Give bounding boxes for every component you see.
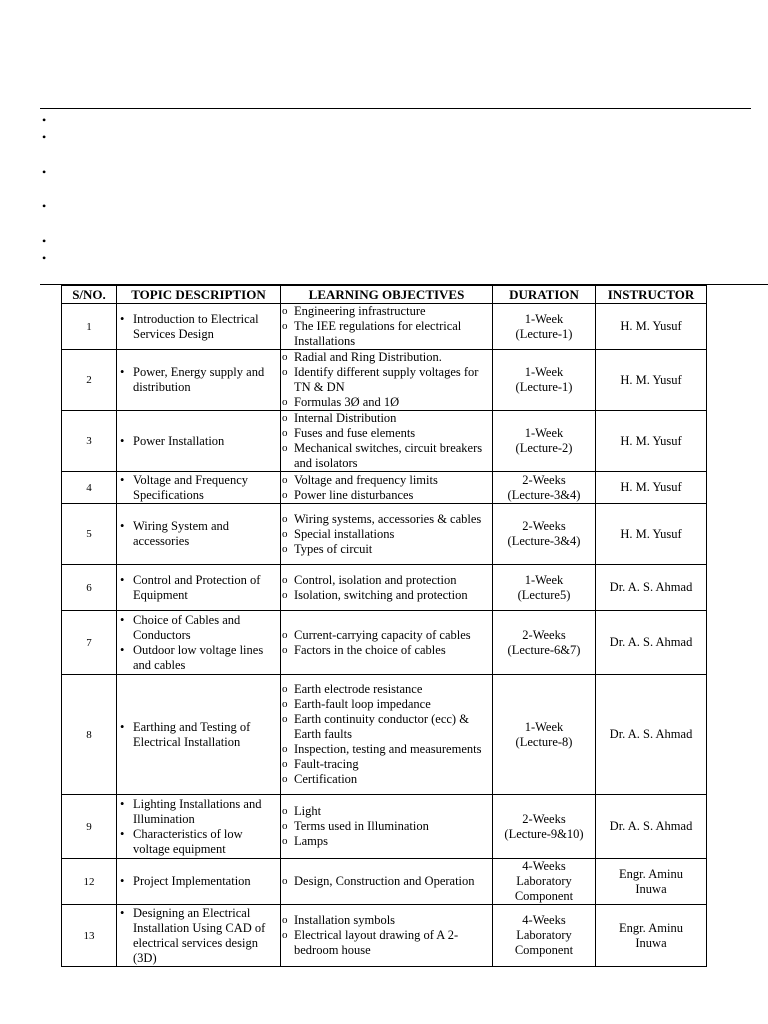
- topic-cell: [117, 795, 281, 859]
- topic-item: • Power Installation: [117, 434, 280, 449]
- duration-cell: [493, 859, 596, 905]
- duration-line: 4-Weeks: [522, 859, 566, 873]
- instructor-name: H. M. Yusuf: [620, 372, 682, 387]
- objectives-cell: [281, 304, 493, 350]
- duration-line: 1-Week: [524, 426, 564, 440]
- empty-bullet: •: [42, 251, 47, 265]
- table-header-row: [62, 286, 707, 304]
- instructor-name: Engr. Aminu: [619, 866, 683, 881]
- topic-item: • Characteristics of low voltage equipment: [117, 827, 280, 857]
- instructor-cell: [596, 565, 707, 611]
- topic-cell: [117, 611, 281, 675]
- table-row: [62, 611, 707, 675]
- objective-item: o Installation symbols: [281, 913, 492, 928]
- duration-line: 2-Weeks: [522, 811, 566, 826]
- topic-item: • Designing an Electrical Installation Using CAD of electrical services design (3D): [117, 906, 280, 966]
- objective-item: o Design, Construction and Operation: [281, 874, 492, 889]
- objective-item: o Internal Distribution: [281, 411, 492, 426]
- topic-cell: [117, 504, 281, 565]
- objective-item: o Wiring systems, accessories & cables: [281, 512, 492, 527]
- empty-bullet: •: [42, 113, 47, 127]
- objective-item: o Factors in the choice of cables: [281, 643, 492, 658]
- header-duration: DURATION: [493, 286, 596, 304]
- duration-cell: [493, 304, 596, 350]
- objective-item: o Terms used in Illumination: [281, 819, 492, 834]
- duration-line: (Lecture-6&7): [507, 642, 581, 657]
- instructor-name: Inuwa: [635, 935, 667, 950]
- row-number: 6: [62, 565, 117, 611]
- topic-cell: [117, 905, 281, 967]
- topic-cell: [117, 350, 281, 411]
- table-row: [62, 795, 707, 859]
- duration-line: (Lecture5): [517, 587, 571, 602]
- row-number: 5: [62, 504, 117, 565]
- instructor-cell: [596, 504, 707, 565]
- topic-item: • Control and Protection of Equipment: [117, 573, 280, 603]
- objectives-cell: [281, 411, 493, 472]
- objective-item: o Fuses and fuse elements: [281, 426, 492, 441]
- objective-item: o Mechanical switches, circuit breakers and isolators: [281, 441, 492, 471]
- duration-line: 1-Week: [524, 365, 564, 379]
- course-schedule-table: [61, 285, 707, 967]
- instructor-name: H. M. Yusuf: [620, 433, 682, 448]
- table-row: [62, 411, 707, 472]
- topic-cell: [117, 859, 281, 905]
- objectives-cell: [281, 504, 493, 565]
- duration-cell: [493, 905, 596, 967]
- objectives-cell: [281, 905, 493, 967]
- duration-line: 2-Weeks: [522, 627, 566, 642]
- header-sn: S/NO.: [62, 286, 117, 304]
- duration-cell: [493, 504, 596, 565]
- duration-cell: [493, 675, 596, 795]
- row-number: 4: [62, 472, 117, 504]
- instructor-name: H. M. Yusuf: [620, 526, 682, 541]
- table-row: [62, 472, 707, 504]
- instructor-cell: [596, 675, 707, 795]
- objectives-cell: [281, 472, 493, 504]
- duration-line: (Lecture-3&4): [507, 534, 581, 548]
- empty-bullet: •: [42, 199, 47, 213]
- duration-line: 2-Weeks: [522, 519, 566, 533]
- table-row: [62, 675, 707, 795]
- objective-item: o Types of circuit: [281, 542, 492, 557]
- topic-item: • Choice of Cables and Conductors: [117, 613, 280, 643]
- objective-item: o Radial and Ring Distribution.: [281, 350, 492, 365]
- duration-line: (Lecture-2): [515, 441, 573, 455]
- objective-item: o Formulas 3Ø and 1Ø: [281, 395, 492, 410]
- objective-item: o Fault-tracing: [281, 757, 492, 772]
- objectives-cell: [281, 675, 493, 795]
- topic-item: • Voltage and Frequency Specifications: [117, 473, 280, 503]
- row-number: 3: [62, 411, 117, 472]
- objective-item: o Light: [281, 804, 492, 819]
- duration-cell: [493, 795, 596, 859]
- objective-item: o The IEE regulations for electrical Installations: [281, 319, 492, 349]
- row-number: 1: [62, 304, 117, 350]
- topic-cell: [117, 565, 281, 611]
- duration-cell: [493, 411, 596, 472]
- objective-item: o Current-carrying capacity of cables: [281, 628, 492, 643]
- topic-item: • Wiring System and accessories: [117, 519, 280, 549]
- topic-item: • Lighting Installations and Illumination: [117, 797, 280, 827]
- empty-bullet: •: [42, 234, 47, 248]
- header-learning-objectives: LEARNING OBJECTIVES: [281, 286, 493, 304]
- objective-item: o Special installations: [281, 527, 492, 542]
- duration-line: (Lecture-8): [515, 734, 573, 749]
- row-number: 13: [62, 905, 117, 967]
- table-row: [62, 905, 707, 967]
- instructor-name: Dr. A. S. Ahmad: [609, 635, 693, 649]
- instructor-cell: [596, 905, 707, 967]
- duration-line: (Lecture-1): [515, 326, 573, 341]
- instructor-cell: [596, 472, 707, 504]
- objectives-cell: [281, 859, 493, 905]
- top-rule: [40, 108, 751, 109]
- duration-line: (Lecture-9&10): [504, 826, 584, 841]
- objective-item: o Identify different supply voltages for TN & DN: [281, 365, 492, 395]
- objective-item: o Inspection, testing and measurements: [281, 742, 492, 757]
- topic-item: • Project Implementation: [117, 874, 280, 889]
- table-row: [62, 304, 707, 350]
- objective-item: o Certification: [281, 772, 492, 787]
- objective-item: o Lamps: [281, 834, 492, 849]
- table-row: [62, 350, 707, 411]
- objective-item: o Earth electrode resistance: [281, 682, 492, 697]
- instructor-cell: [596, 611, 707, 675]
- topic-item: • Introduction to Electrical Services Design: [117, 312, 280, 342]
- objectives-cell: [281, 350, 493, 411]
- objectives-cell: [281, 611, 493, 675]
- duration-line: Laboratory: [516, 874, 572, 888]
- objective-item: o Voltage and frequency limits: [281, 473, 492, 488]
- topic-item: • Power, Energy supply and distribution: [117, 365, 280, 395]
- objective-item: o Earth continuity conductor (ecc) & Earth faults: [281, 712, 492, 742]
- duration-line: 1-Week: [524, 719, 564, 734]
- instructor-name: Dr. A. S. Ahmad: [609, 819, 693, 833]
- objectives-cell: [281, 565, 493, 611]
- table-row: [62, 504, 707, 565]
- duration-line: (Lecture-3&4): [507, 487, 581, 502]
- objective-item: o Electrical layout drawing of A 2-bedroom house: [281, 928, 492, 958]
- instructor-name: H. M. Yusuf: [620, 480, 682, 494]
- objective-item: o Earth-fault loop impedance: [281, 697, 492, 712]
- duration-cell: [493, 611, 596, 675]
- instructor-name: Dr. A. S. Ahmad: [609, 727, 693, 741]
- duration-line: 1-Week: [524, 572, 564, 587]
- objective-item: o Isolation, switching and protection: [281, 588, 492, 603]
- duration-line: (Lecture-1): [515, 380, 573, 394]
- duration-line: 4-Weeks: [522, 913, 566, 927]
- instructor-name: Inuwa: [635, 881, 667, 896]
- objective-item: o Engineering infrastructure: [281, 304, 492, 319]
- row-number: 12: [62, 859, 117, 905]
- duration-line: Laboratory: [516, 928, 572, 942]
- instructor-cell: [596, 795, 707, 859]
- header-topic-description: TOPIC DESCRIPTION: [117, 286, 281, 304]
- row-number: 2: [62, 350, 117, 411]
- objective-item: o Power line disturbances: [281, 488, 492, 503]
- objectives-cell: [281, 795, 493, 859]
- duration-cell: [493, 472, 596, 504]
- duration-cell: [493, 565, 596, 611]
- header-instructor: INSTRUCTOR: [596, 286, 707, 304]
- instructor-cell: [596, 411, 707, 472]
- table-row: [62, 859, 707, 905]
- topic-cell: [117, 411, 281, 472]
- duration-cell: [493, 350, 596, 411]
- row-number: 8: [62, 675, 117, 795]
- empty-bullet: •: [42, 165, 47, 179]
- table-row: [62, 565, 707, 611]
- topic-cell: [117, 472, 281, 504]
- topic-cell: [117, 304, 281, 350]
- duration-line: 1-Week: [524, 311, 564, 326]
- row-number: 7: [62, 611, 117, 675]
- duration-line: Component: [514, 889, 574, 903]
- instructor-name: Dr. A. S. Ahmad: [609, 580, 693, 594]
- instructor-cell: [596, 859, 707, 905]
- topic-item: • Earthing and Testing of Electrical Installation: [117, 720, 280, 750]
- empty-bullet: •: [42, 130, 47, 144]
- row-number: 9: [62, 795, 117, 859]
- instructor-cell: [596, 350, 707, 411]
- instructor-cell: [596, 304, 707, 350]
- topic-cell: [117, 675, 281, 795]
- duration-line: Component: [514, 943, 574, 957]
- instructor-name: Engr. Aminu: [619, 920, 683, 935]
- duration-line: 2-Weeks: [522, 472, 566, 487]
- objective-item: o Control, isolation and protection: [281, 573, 492, 588]
- instructor-name: H. M. Yusuf: [620, 319, 682, 333]
- topic-item: • Outdoor low voltage lines and cables: [117, 643, 280, 673]
